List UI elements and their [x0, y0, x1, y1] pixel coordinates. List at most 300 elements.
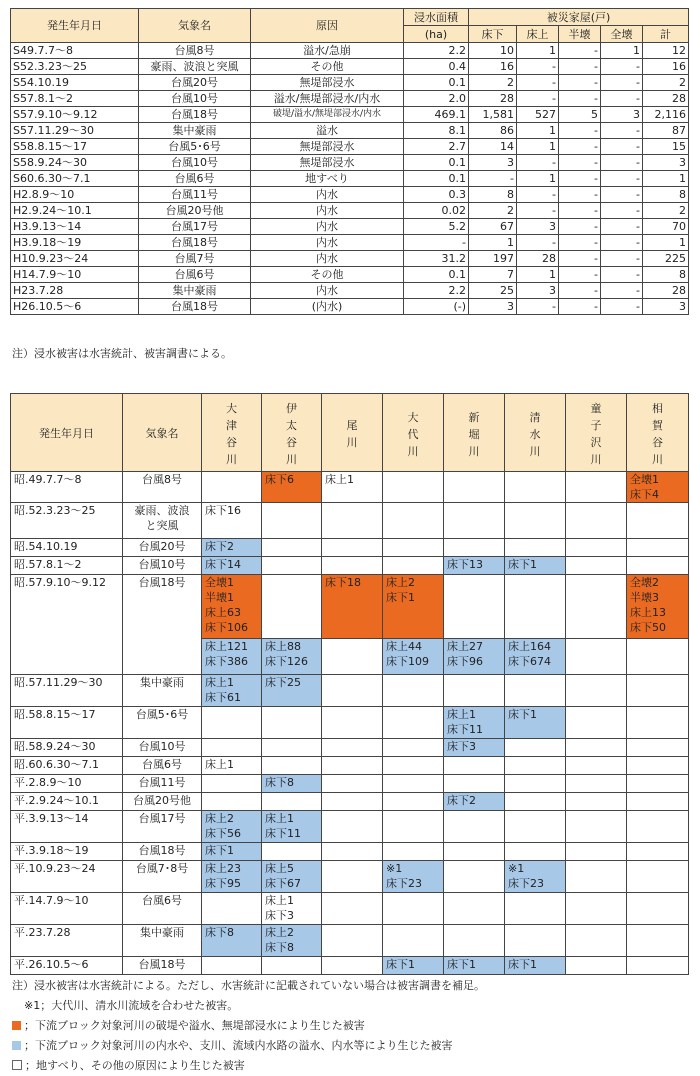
table2-notes	[12, 976, 485, 1076]
damage-value: 全壊2	[630, 576, 659, 589]
note-line	[12, 1056, 485, 1076]
table1-note: 注）浸水被害は水害統計、被害調書による。	[12, 347, 232, 360]
damage-value: 床下1	[386, 591, 415, 604]
header-river-char: 川	[652, 453, 663, 466]
row-count: -	[559, 235, 601, 251]
damage-cell	[505, 957, 566, 975]
header-river-1	[262, 394, 322, 472]
header-river-6	[566, 394, 627, 472]
row-weather: 台風7号	[139, 251, 251, 267]
damage-cell	[444, 775, 505, 793]
damage-cell	[202, 539, 262, 557]
damage-cell	[627, 925, 689, 957]
damage-cell	[505, 472, 566, 503]
damage-cell	[444, 675, 505, 707]
row-cause: 内水	[251, 219, 404, 235]
row-count: -	[517, 235, 559, 251]
damage-cell	[262, 893, 322, 925]
header-river-char: 川	[286, 453, 297, 466]
row-cause: 内水	[251, 203, 404, 219]
legend-swatch	[12, 1060, 22, 1070]
row-count: 3	[517, 283, 559, 299]
damage-cell	[202, 775, 262, 793]
header-area: 浸水面積	[404, 9, 469, 26]
row-weather	[123, 957, 202, 975]
row-date: H23.7.28	[11, 283, 139, 299]
damage-cell	[505, 557, 566, 575]
row-count: -	[559, 91, 601, 107]
row-weather-line: 豪雨、波浪	[134, 504, 190, 517]
row-date: 昭.57.9.10～9.12	[11, 575, 123, 675]
damage-cell	[322, 707, 383, 739]
table-row	[11, 187, 689, 203]
damage-cell	[627, 539, 689, 557]
damage-cell	[627, 575, 689, 639]
header-area-unit: (ha)	[404, 26, 469, 43]
header-houses: 被災家屋(戸)	[469, 9, 689, 26]
damage-cell	[322, 893, 383, 925]
damage-value: 床下386	[205, 655, 248, 668]
damage-cell	[322, 861, 383, 893]
damage-value: 床上2	[205, 812, 234, 825]
row-cause: 無堤部浸水	[251, 75, 404, 91]
row-count: -	[517, 59, 559, 75]
damage-cell	[383, 925, 444, 957]
header-river-char: 子	[590, 419, 602, 432]
row-count: -	[559, 187, 601, 203]
header-river-char: 大	[407, 410, 419, 424]
row-date: H26.10.5～6	[11, 299, 139, 315]
table-row	[11, 219, 689, 235]
header-sub-3: 全壊	[601, 26, 643, 43]
row-count: -	[601, 235, 643, 251]
damage-cell	[202, 503, 262, 539]
row-date: S57.8.1～2	[11, 91, 139, 107]
damage-cell	[262, 757, 322, 775]
row-count: -	[601, 155, 643, 171]
header-river-char: 川	[407, 444, 419, 458]
damage-cell	[202, 893, 262, 925]
row-area: 0.02	[404, 203, 469, 219]
damage-cell	[627, 472, 689, 503]
row-count: -	[601, 123, 643, 139]
header-river-char: 太	[286, 419, 297, 432]
row-weather-line: 台風18号	[138, 958, 186, 971]
damage-cell	[566, 557, 627, 575]
table-row	[11, 793, 689, 811]
row-count: -	[517, 187, 559, 203]
row-count: 16	[469, 59, 517, 75]
damage-value: 床下109	[386, 655, 429, 668]
damage-cell	[627, 707, 689, 739]
row-weather	[123, 925, 202, 957]
row-count: -	[559, 155, 601, 171]
row-cause: 内水	[251, 251, 404, 267]
damage-value: 床上88	[265, 640, 301, 653]
header-river-char: 谷	[286, 436, 297, 449]
row-count: 14	[469, 139, 517, 155]
damage-cell	[322, 793, 383, 811]
row-count: -	[601, 219, 643, 235]
row-date: 昭.58.9.24～30	[11, 739, 123, 757]
damage-cell	[262, 739, 322, 757]
note-line	[12, 976, 485, 996]
row-area: 5.2	[404, 219, 469, 235]
row-weather	[123, 893, 202, 925]
row-area: (-)	[404, 299, 469, 315]
row-count: 3	[601, 107, 643, 123]
header-river-char: 谷	[226, 436, 237, 449]
row-area: 0.3	[404, 187, 469, 203]
row-count: -	[517, 299, 559, 315]
table-row	[11, 43, 689, 59]
damage-cell	[383, 793, 444, 811]
row-weather: 集中豪雨	[139, 283, 251, 299]
row-weather: 台風20号	[139, 75, 251, 91]
table-row	[11, 299, 689, 315]
damage-value: 床下14	[205, 558, 241, 571]
row-date: 平.3.9.18～19	[11, 843, 123, 861]
row-count: -	[517, 91, 559, 107]
damage-value: 床上1	[265, 812, 294, 825]
row-count: 3	[469, 299, 517, 315]
damage-cell	[566, 472, 627, 503]
row-date: 平.2.9.24～10.1	[11, 793, 123, 811]
row-area: 0.1	[404, 155, 469, 171]
damage-value: 床上63	[205, 606, 241, 619]
row-date: H3.9.18～19	[11, 235, 139, 251]
damage-value: 床下18	[325, 576, 361, 589]
row-area: 2.0	[404, 91, 469, 107]
row-count: -	[517, 155, 559, 171]
row-weather: 台風10号	[139, 155, 251, 171]
damage-cell	[383, 843, 444, 861]
damage-cell	[566, 739, 627, 757]
table-row	[11, 171, 689, 187]
header-river-2	[322, 394, 383, 472]
row-count: 1	[517, 267, 559, 283]
damage-cell	[627, 957, 689, 975]
header-river-char: 伊	[286, 402, 297, 415]
row-count: 3	[469, 155, 517, 171]
table-row	[11, 539, 689, 557]
header-river-0	[202, 394, 262, 472]
row-cause: 内水	[251, 283, 404, 299]
damage-value: 床下11	[447, 723, 483, 736]
header-river-char: 堀	[468, 427, 480, 441]
damage-value: 床下1	[508, 958, 537, 971]
row-weather-line: 台風20号	[138, 540, 186, 553]
table-row	[11, 757, 689, 775]
damage-cell	[383, 757, 444, 775]
damage-value: 床下23	[386, 877, 422, 890]
damage-cell	[383, 675, 444, 707]
damage-value: 床下6	[265, 473, 294, 486]
damage-cell	[444, 925, 505, 957]
damage-value: 床下1	[386, 958, 415, 971]
header-river-char: 賀	[652, 419, 663, 432]
row-weather-line: 台風18号	[138, 576, 186, 589]
damage-cell	[444, 472, 505, 503]
row-date: S57.9.10～9.12	[11, 107, 139, 123]
damage-value: 全壊1	[630, 473, 659, 486]
damage-value: 床上1	[325, 473, 354, 486]
header-river-char: 相	[652, 402, 663, 415]
header-river-char: 童	[590, 402, 602, 415]
damage-cell	[383, 472, 444, 503]
row-count: 28	[517, 251, 559, 267]
row-area: 2.7	[404, 139, 469, 155]
row-count: 16	[643, 59, 689, 75]
note-text: ；下流ブロック対象河川の内水や、支川、流域内水路の溢水、内水等により生じた被害	[24, 1039, 453, 1052]
table-row	[11, 75, 689, 91]
header-river-char: 川	[529, 444, 541, 458]
row-count: -	[559, 59, 601, 75]
damage-cell	[505, 675, 566, 707]
damage-value: 全壊1	[205, 576, 234, 589]
row-count: 12	[643, 43, 689, 59]
header-river-char: 川	[346, 436, 358, 449]
damage-cell	[383, 957, 444, 975]
damage-cell	[566, 793, 627, 811]
row-count: 1	[643, 235, 689, 251]
row-count: 15	[643, 139, 689, 155]
damage-cell	[505, 843, 566, 861]
row-count: 1	[601, 43, 643, 59]
table-row	[11, 59, 689, 75]
row-count: -	[559, 171, 601, 187]
row-weather	[123, 757, 202, 775]
damage-cell	[444, 575, 505, 639]
damage-cell	[202, 557, 262, 575]
row-count: 1	[517, 139, 559, 155]
header-river-char: 谷	[652, 436, 663, 449]
damage-value: 床上164	[508, 640, 551, 653]
row-date: 平.10.9.23～24	[11, 861, 123, 893]
flood-summary-table	[10, 8, 689, 315]
row-count: -	[601, 139, 643, 155]
damage-value: 床下16	[205, 504, 241, 517]
row-weather: 台風10号	[139, 91, 251, 107]
damage-cell	[322, 739, 383, 757]
row-count: -	[601, 75, 643, 91]
damage-cell	[202, 739, 262, 757]
damage-cell	[627, 843, 689, 861]
damage-cell	[262, 575, 322, 639]
damage-cell	[322, 843, 383, 861]
row-weather-line: 台風6号	[142, 894, 182, 907]
damage-cell	[322, 811, 383, 843]
damage-cell	[383, 707, 444, 739]
row-date: 昭.52.3.23～25	[11, 503, 123, 539]
row-weather	[123, 675, 202, 707]
header-river-char: 川	[590, 453, 602, 466]
damage-cell	[505, 793, 566, 811]
header-river-7	[627, 394, 689, 472]
damage-value: 床上1	[205, 758, 234, 771]
table-row	[11, 925, 689, 957]
header-cause: 原因	[251, 9, 404, 43]
header-sub-0: 床下	[469, 26, 517, 43]
row-weather: 台風18号	[139, 299, 251, 315]
row-weather	[123, 843, 202, 861]
row-weather-line: 台風7･8号	[135, 862, 189, 875]
header-river-char: 川	[226, 453, 237, 466]
table-row	[11, 575, 689, 639]
damage-cell	[322, 472, 383, 503]
damage-value: 床下2	[447, 794, 476, 807]
damage-cell	[322, 539, 383, 557]
damage-cell	[566, 757, 627, 775]
row-weather: 台風11号	[139, 187, 251, 203]
damage-cell	[262, 793, 322, 811]
row-weather	[123, 861, 202, 893]
damage-value: ※1	[508, 862, 525, 875]
table-row	[11, 139, 689, 155]
table-row	[11, 267, 689, 283]
damage-cell	[505, 539, 566, 557]
damage-value: 床下8	[265, 776, 294, 789]
damage-value: 床上1	[205, 676, 234, 689]
note-line	[12, 996, 485, 1016]
row-date: S60.6.30～7.1	[11, 171, 139, 187]
river-damage-body	[11, 472, 689, 975]
row-weather: 台風17号	[139, 219, 251, 235]
damage-cell	[566, 503, 627, 539]
row-count: 3	[643, 299, 689, 315]
damage-cell	[202, 811, 262, 843]
row-weather-line: 台風11号	[138, 776, 186, 789]
damage-value: 床下67	[265, 877, 301, 890]
table-row	[11, 893, 689, 925]
row-weather-line: と突風	[145, 519, 179, 532]
row-count: -	[601, 91, 643, 107]
row-count: 2	[469, 203, 517, 219]
row-weather	[123, 472, 202, 503]
damage-value: 床上5	[265, 862, 294, 875]
damage-cell	[627, 675, 689, 707]
row-date: 平.2.8.9～10	[11, 775, 123, 793]
damage-cell	[627, 639, 689, 675]
table-row	[11, 861, 689, 893]
damage-cell	[505, 707, 566, 739]
damage-cell	[202, 843, 262, 861]
row-count: 2,116	[643, 107, 689, 123]
damage-cell	[444, 811, 505, 843]
row-count: -	[559, 299, 601, 315]
row-weather: 集中豪雨	[139, 123, 251, 139]
row-weather-line: 集中豪雨	[140, 926, 184, 939]
row-count: 10	[469, 43, 517, 59]
row-count: -	[559, 75, 601, 91]
damage-cell	[322, 639, 383, 675]
header-river-char: 水	[529, 427, 541, 441]
damage-cell	[202, 793, 262, 811]
row-count: 3	[643, 155, 689, 171]
damage-value: 床下4	[630, 488, 659, 501]
damage-cell	[566, 893, 627, 925]
table-row	[11, 843, 689, 861]
damage-value: 床下106	[205, 621, 248, 634]
row-count: 1	[517, 171, 559, 187]
damage-cell	[322, 503, 383, 539]
row-cause: 無堤部浸水	[251, 139, 404, 155]
row-count: 28	[643, 283, 689, 299]
row-date: H10.9.23～24	[11, 251, 139, 267]
damage-cell	[566, 925, 627, 957]
row-count: -	[559, 219, 601, 235]
table-row	[11, 557, 689, 575]
row-date: 平.3.9.13～14	[11, 811, 123, 843]
row-cause: 溢水	[251, 123, 404, 139]
damage-value: 床下96	[447, 655, 483, 668]
row-count: -	[601, 171, 643, 187]
row-weather	[123, 775, 202, 793]
damage-cell	[505, 893, 566, 925]
row-area: 0.1	[404, 75, 469, 91]
row-date: 昭.57.8.1～2	[11, 557, 123, 575]
row-count: -	[559, 139, 601, 155]
note-text: ；地すべり、その他の原因により生じた被害	[25, 1059, 245, 1072]
row-date: 昭.49.7.7～8	[11, 472, 123, 503]
row-area: 2.2	[404, 43, 469, 59]
row-date: 平.26.10.5～6	[11, 957, 123, 975]
table-row	[11, 123, 689, 139]
row-date: S52.3.23～25	[11, 59, 139, 75]
row-cause: (内水)	[251, 299, 404, 315]
row-date: 平.14.7.9～10	[11, 893, 123, 925]
damage-cell	[322, 557, 383, 575]
damage-cell	[444, 707, 505, 739]
row-weather-line: 台風6号	[142, 758, 182, 771]
damage-cell	[627, 893, 689, 925]
row-date: S49.7.7～8	[11, 43, 139, 59]
table-row	[11, 957, 689, 975]
damage-cell	[505, 925, 566, 957]
header-date: 発生年月日	[11, 9, 139, 43]
row-weather: 台風8号	[139, 43, 251, 59]
damage-cell	[383, 893, 444, 925]
damage-cell	[444, 793, 505, 811]
row-weather	[123, 739, 202, 757]
damage-cell	[262, 707, 322, 739]
damage-cell	[627, 503, 689, 539]
damage-cell	[444, 843, 505, 861]
row-count: -	[601, 251, 643, 267]
damage-cell	[627, 861, 689, 893]
damage-cell	[202, 925, 262, 957]
header-river-4	[444, 394, 505, 472]
table-row	[11, 107, 689, 123]
damage-cell	[566, 707, 627, 739]
damage-value: 床下11	[265, 827, 301, 840]
damage-cell	[262, 843, 322, 861]
table-row	[11, 675, 689, 707]
row-area: 2.2	[404, 283, 469, 299]
damage-value: 床下3	[265, 909, 294, 922]
row-count: -	[601, 59, 643, 75]
damage-cell	[262, 775, 322, 793]
damage-value: 床下61	[205, 691, 241, 704]
row-count: -	[601, 187, 643, 203]
row-count: -	[517, 203, 559, 219]
damage-value: 半壊3	[630, 591, 659, 604]
row-count: -	[559, 251, 601, 267]
row-count: 86	[469, 123, 517, 139]
row-weather: 豪雨、波浪と突風	[139, 59, 251, 75]
row-date: S58.9.24～30	[11, 155, 139, 171]
damage-value: 床下25	[265, 676, 301, 689]
